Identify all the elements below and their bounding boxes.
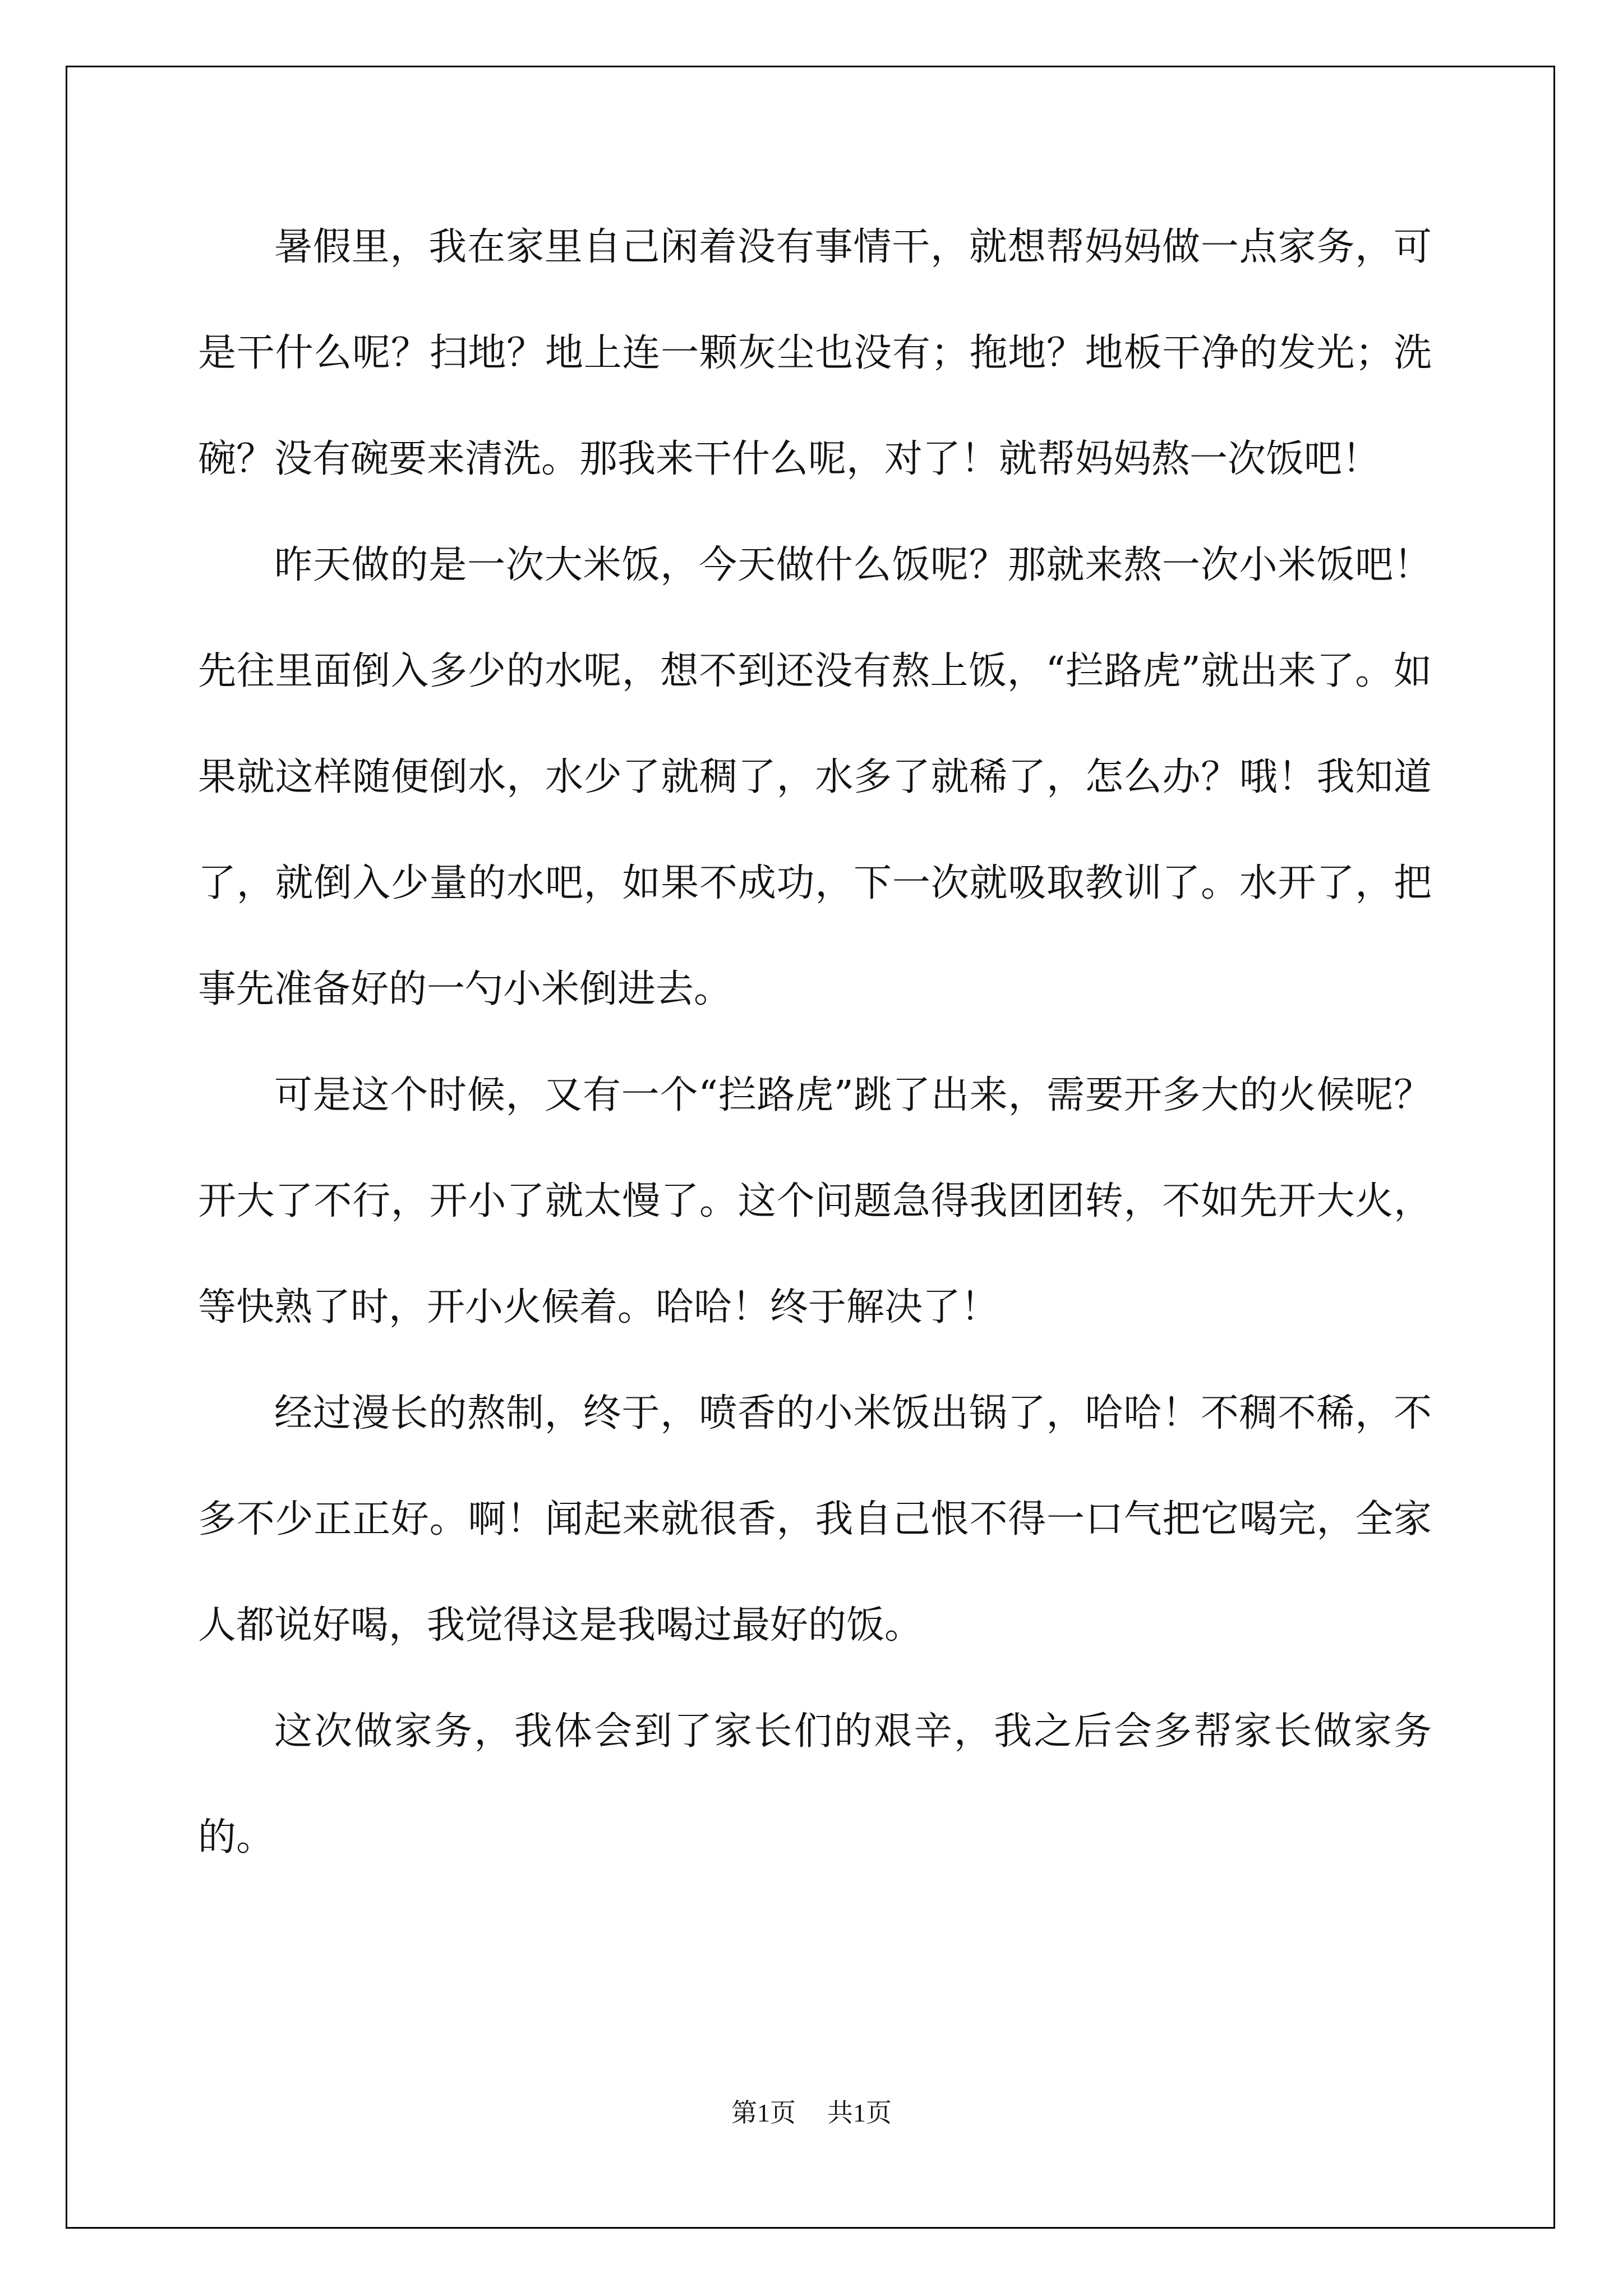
paragraph: 暑假里，我在家里自己闲着没有事情干，就想帮妈妈做一点家务，可是干什么呢？扫地？地上连一颗灰尘也没有；拖地？地板干净的发光；洗碗？没有碗要来清洗。那我来干什么呢，对了！就帮妈妈熬一次饭吧！ <box>198 225 1432 481</box>
document-body <box>198 194 1432 1890</box>
paragraph: 昨天做的是一次大米饭，今天做什么饭呢？那就来熬一次小米饭吧！先往里面倒入多少的水呢，想不到还没有熬上饭，“拦路虎”就出来了。如果就这样随便倒水，水少了就稠了，水多了就稀了，怎么办？哦！我知道了，就倒入少量的水吧，如果不成功，下一次就吸取教训了。水开了，把事先准备好的一勺小米倒进去。 <box>198 543 1432 1011</box>
paragraph: 经过漫长的熬制，终于，喷香的小米饭出锅了，哈哈！不稠不稀，不多不少正正好。啊！闻起来就很香，我自己恨不得一口气把它喝完，全家人都说好喝，我觉得这是我喝过最好的饭。 <box>198 1391 1432 1648</box>
page-total: 共1页 <box>827 2099 892 2127</box>
paragraph: 可是这个时候，又有一个“拦路虎”跳了出来，需要开多大的火候呢？开大了不行，开小了就太慢了。这个问题急得我团团转，不如先开大火，等快熟了时，开小火候着。哈哈！终于解决了！ <box>198 1073 1432 1329</box>
page-footer <box>0 2092 1623 2129</box>
page-number: 第1页 <box>731 2099 796 2127</box>
paragraph: 这次做家务，我体会到了家长们的艰辛，我之后会多帮家长做家务的。 <box>198 1709 1432 1860</box>
